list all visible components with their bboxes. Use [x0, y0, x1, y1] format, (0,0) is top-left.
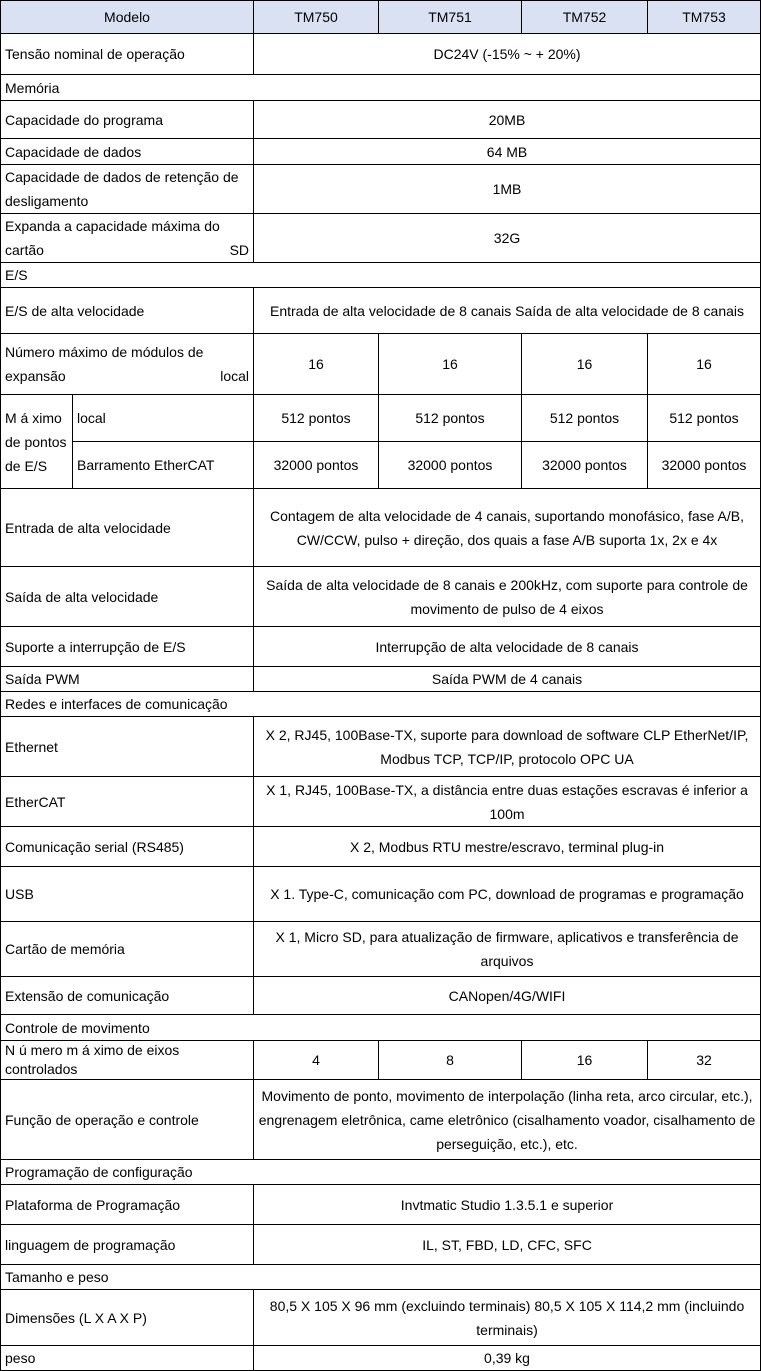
- table-row: [1, 567, 761, 627]
- row-value: Entrada de alta velocidade de 8 canais Saída de alta velocidade de 8 canais: [254, 288, 761, 334]
- row-value: IL, ST, FBD, LD, CFC, SFC: [254, 1225, 761, 1265]
- section-title: Programação de configuração: [1, 1160, 761, 1185]
- row-value: 32000 pontos: [522, 442, 648, 489]
- row-label: Entrada de alta velocidade: [1, 489, 254, 567]
- header-model-tm751: TM751: [379, 1, 522, 34]
- row-label: USB: [1, 867, 254, 922]
- row-label: Saída de alta velocidade: [1, 567, 254, 627]
- row-value: X 2, Modbus RTU mestre/escravo, terminal plug-in: [254, 827, 761, 867]
- row-value: X 1, RJ45, 100Base-TX, a distância entre duas estações escravas é inferior a 100m: [254, 777, 761, 827]
- table-row: [1, 777, 761, 827]
- table-row: [1, 922, 761, 977]
- row-value: 16: [648, 334, 761, 395]
- row-value: Saída de alta velocidade de 8 canais e 200kHz, com suporte para controle de movimento de pulso de 4 eixos: [254, 567, 761, 627]
- header-model-label: Modelo: [1, 1, 254, 34]
- section-row: [1, 263, 761, 288]
- section-row: [1, 75, 761, 101]
- row-value: Invtmatic Studio 1.3.5.1 e superior: [254, 1185, 761, 1225]
- row-value: 20MB: [254, 101, 761, 139]
- row-label: E/S de alta velocidade: [1, 288, 254, 334]
- row-label: Ethernet: [1, 717, 254, 777]
- table-row: [1, 334, 761, 395]
- row-value: Contagem de alta velocidade de 4 canais, suportando monofásico, fase A/B, CW/CCW, pulso + direção, dos quais a fase A/B suporta 1x, 2x e 4x: [254, 489, 761, 567]
- table-row: [1, 717, 761, 777]
- row-label: linguagem de programação: [1, 1225, 254, 1265]
- section-row: [1, 1160, 761, 1185]
- row-group-label: M á ximo de pontos de E/S: [1, 395, 73, 489]
- row-label: Barramento EtherCAT: [73, 442, 254, 489]
- row-label: Dimensões (L X A X P): [1, 1290, 254, 1346]
- row-value: 80,5 X 105 X 96 mm (excluindo terminais) 80,5 X 105 X 114,2 mm (incluindo terminais): [254, 1290, 761, 1346]
- section-title: Tamanho e peso: [1, 1265, 761, 1290]
- section-row: [1, 1265, 761, 1290]
- section-title: Redes e interfaces de comunicação: [1, 692, 761, 717]
- table-row: [1, 1225, 761, 1265]
- table-row: [1, 1185, 761, 1225]
- row-value: X 1. Type-C, comunicação com PC, download de programas e programação: [254, 867, 761, 922]
- header-model-tm753: TM753: [648, 1, 761, 34]
- table-row: [1, 101, 761, 139]
- table-row: [1, 214, 761, 263]
- table-row: [1, 827, 761, 867]
- section-title: Memória: [1, 75, 761, 101]
- row-value: 512 pontos: [254, 395, 379, 442]
- row-value: 512 pontos: [648, 395, 761, 442]
- row-value: 32000 pontos: [379, 442, 522, 489]
- row-value: 4: [254, 1041, 379, 1080]
- row-label: Capacidade do programa: [1, 101, 254, 139]
- row-label: Função de operação e controle: [1, 1080, 254, 1160]
- row-label: N ú mero m á ximo de eixos controlados: [1, 1041, 254, 1080]
- row-value: Saída PWM de 4 canais: [254, 667, 761, 692]
- row-label: Plataforma de Programação: [1, 1185, 254, 1225]
- row-value: 16: [254, 334, 379, 395]
- row-value: 32000 pontos: [254, 442, 379, 489]
- table-row: [1, 1346, 761, 1371]
- table-row: [1, 667, 761, 692]
- section-title: Controle de movimento: [1, 1015, 761, 1041]
- row-value: Interrupção de alta velocidade de 8 canais: [254, 627, 761, 667]
- row-label: Saída PWM: [1, 667, 254, 692]
- table-row: [1, 34, 761, 75]
- row-value: 32000 pontos: [648, 442, 761, 489]
- row-label: Comunicação serial (RS485): [1, 827, 254, 867]
- row-value: 1MB: [254, 165, 761, 214]
- section-row: [1, 692, 761, 717]
- table-row: [1, 395, 761, 442]
- row-value: 64 MB: [254, 139, 761, 165]
- header-model-tm750: TM750: [254, 1, 379, 34]
- table-row: [1, 867, 761, 922]
- row-value: 512 pontos: [522, 395, 648, 442]
- table-row: [1, 1041, 761, 1080]
- row-value: Movimento de ponto, movimento de interpolação (linha reta, arco circular, etc.), engrenagem eletrônica, came eletrônico (cisalhamento voador, cisalhamento de perseguição, etc.), etc.: [254, 1080, 761, 1160]
- row-label: local: [73, 395, 254, 442]
- row-value: DC24V (-15% ~ + 20%): [254, 34, 761, 75]
- row-label: Número máximo de módulos de expansão local: [1, 334, 254, 395]
- row-label: Tensão nominal de operação: [1, 34, 254, 75]
- table-row: [1, 977, 761, 1015]
- row-label: Capacidade de dados de retenção de desligamento: [1, 165, 254, 214]
- row-value: 512 pontos: [379, 395, 522, 442]
- row-label: peso: [1, 1346, 254, 1371]
- row-value: CANopen/4G/WIFI: [254, 977, 761, 1015]
- section-row: [1, 1015, 761, 1041]
- table-row: [1, 1080, 761, 1160]
- row-value: 32G: [254, 214, 761, 263]
- row-value: 16: [522, 1041, 648, 1080]
- row-value: 8: [379, 1041, 522, 1080]
- header-row: [1, 1, 761, 34]
- section-title: E/S: [1, 263, 761, 288]
- row-label: Suporte a interrupção de E/S: [1, 627, 254, 667]
- row-value: X 1, Micro SD, para atualização de firmware, aplicativos e transferência de arquivos: [254, 922, 761, 977]
- table-row: [1, 165, 761, 214]
- table-row: [1, 1290, 761, 1346]
- table-row: [1, 139, 761, 165]
- row-value: 16: [522, 334, 648, 395]
- row-value: 32: [648, 1041, 761, 1080]
- row-label: Cartão de memória: [1, 922, 254, 977]
- row-label: EtherCAT: [1, 777, 254, 827]
- table-row: [1, 442, 761, 489]
- row-value: X 2, RJ45, 100Base-TX, suporte para download de software CLP EtherNet/IP, Modbus TCP, TCP/IP, protocolo OPC UA: [254, 717, 761, 777]
- table-row: [1, 489, 761, 567]
- row-value: 16: [379, 334, 522, 395]
- row-label: Expanda a capacidade máxima do cartão SD: [1, 214, 254, 263]
- row-value: 0,39 kg: [254, 1346, 761, 1371]
- table-row: [1, 627, 761, 667]
- row-label: Extensão de comunicação: [1, 977, 254, 1015]
- table-row: [1, 288, 761, 334]
- header-model-tm752: TM752: [522, 1, 648, 34]
- row-label: Capacidade de dados: [1, 139, 254, 165]
